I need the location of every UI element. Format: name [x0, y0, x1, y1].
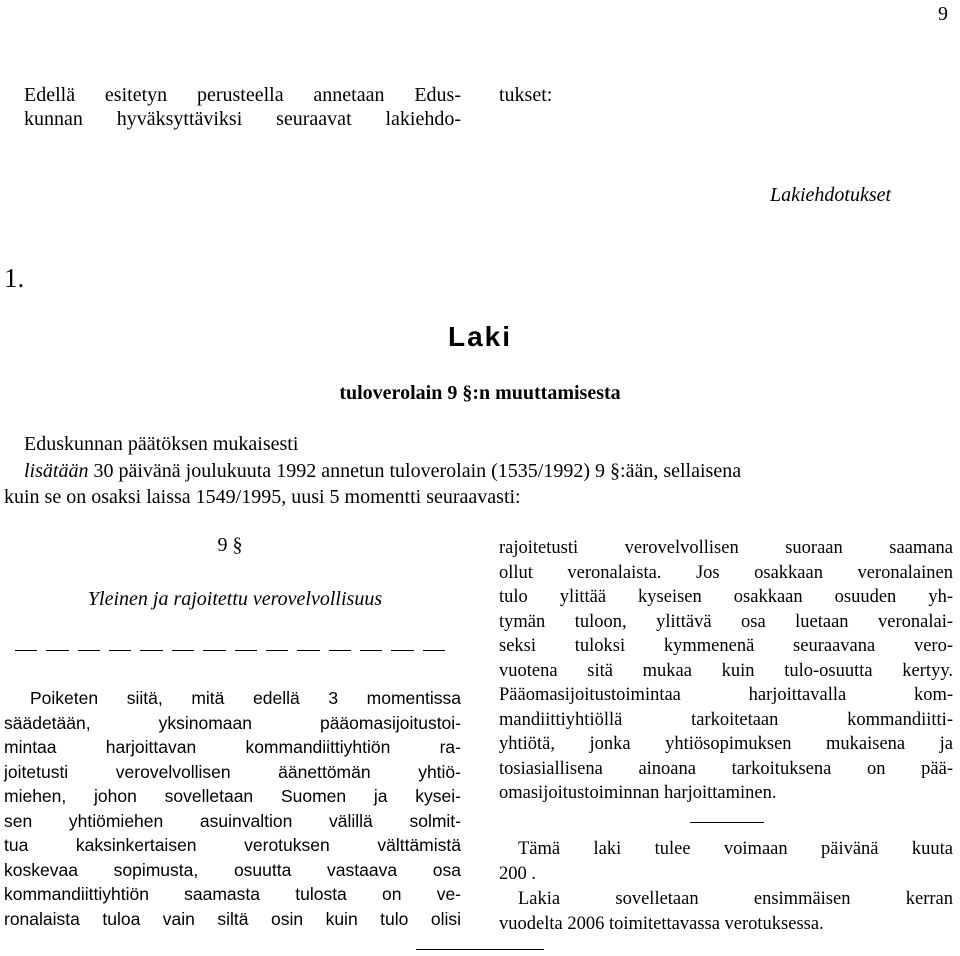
body-line: miehen, johon sovelletaan Suomen ja kysei- — [4, 786, 461, 806]
document-end-rule — [416, 949, 544, 950]
amendment-verb: lisätään — [24, 460, 89, 482]
dash — [46, 650, 68, 651]
dash — [360, 650, 382, 651]
dash — [140, 650, 162, 651]
body-line: koskevaa sopimusta, osuutta vastaava osa — [4, 859, 461, 880]
body-line: Pääomasijoitustoimintaa harjoittavalla kom- — [499, 685, 953, 705]
entry-into-force-line-1 — [518, 837, 953, 861]
dash — [172, 650, 194, 651]
body-line: tosiasiallisena ainoana tarkoituksena on pää- — [499, 758, 953, 779]
body-line: mintaa harjoittavan kommandiittiyhtiön ra- — [4, 737, 461, 757]
law-title: Laki — [447, 321, 513, 352]
amendment-text: 30 päivänä joulukuuta 1992 annetun tuloverolain (1535/1992) 9 §:ään, sellaisena — [88, 460, 742, 482]
entry-text: Tämä laki tulee voimaan päivänä kuuta — [518, 839, 953, 859]
body-line: Poiketen siitä, mitä edellä 3 momentissa — [30, 688, 461, 708]
body-line: mandiittiyhtiöllä tarkoitetaan kommandiitti- — [499, 709, 953, 730]
body-line: yhtiötä, jonka yhtiösopimuksen mukaisena ja — [499, 734, 953, 754]
right-body-column — [499, 536, 953, 806]
dash — [266, 650, 288, 651]
body-line: tymän tuloon, ylittävä osa luetaan veronalai- — [499, 611, 953, 632]
entry-into-force-line-2: 200 . — [499, 864, 536, 884]
body-line: kommandiittiyhtiön saamasta tulosta on ve- — [4, 884, 461, 904]
body-line: rajoitetusti verovelvollisen suoraan saamana — [499, 538, 953, 558]
body-line: tulo ylittää kyseisen osakkaan osuuden yh- — [499, 587, 953, 607]
application-line-1 — [518, 887, 953, 911]
body-line: säädetään, yksinomaan pääomasijoitustoi- — [4, 712, 461, 733]
omitted-text-dashes — [15, 650, 445, 651]
body-line: joitetusti verovelvollisen äänettömän yhtiö- — [4, 761, 461, 782]
intro-line-2: kunnan hyväksyttäviksi seuraavat lakiehdo- — [24, 108, 461, 130]
section-heading: Yleinen ja rajoitettu verovelvollisuus — [87, 588, 383, 610]
section-label: Lakiehdotukset — [770, 184, 892, 206]
application-text: Lakia sovelletaan ensimmäisen kerran — [518, 889, 953, 909]
body-line: seksi tuloksi kymmenenä seuraavana vero- — [499, 636, 953, 656]
application-line-2: vuodelta 2006 toimitettavassa verotuksessa. — [499, 914, 824, 934]
amendment-line-2: kuin se on osaksi laissa 1549/1995, uusi 5 momentti seuraavasti: — [4, 486, 521, 508]
body-line: tua kaksinkertaisen verotuksen välttämistä — [4, 835, 461, 855]
page-number: 9 — [938, 3, 948, 25]
dash — [297, 650, 319, 651]
dash — [235, 650, 257, 651]
dash — [78, 650, 100, 651]
intro-line-1: Edellä esitetyn perusteella annetaan Edus- — [24, 84, 461, 106]
intro-continuation: tukset: — [499, 84, 553, 106]
section-number: 9 § — [217, 534, 243, 556]
body-line: vuotena sitä mukaa kuin tulo-osuutta kertyy. — [499, 660, 953, 681]
dash — [109, 650, 131, 651]
left-body-column — [4, 686, 461, 931]
dash — [203, 650, 225, 651]
intro-left-column — [24, 83, 461, 131]
amendment-line-1 — [24, 459, 952, 483]
body-line: omasijoitustoiminnan harjoittaminen. — [499, 783, 777, 803]
dash — [329, 650, 351, 651]
proposal-number: 1. — [4, 263, 25, 293]
dash — [391, 650, 413, 651]
body-line: ollut veronalaista. Jos osakkaan veronalainen — [499, 562, 953, 583]
body-line: sen yhtiömiehen asuinvaltion välillä solmit- — [4, 810, 461, 831]
dash — [15, 650, 37, 651]
section-end-rule — [690, 822, 764, 823]
law-subtitle: tuloverolain 9 §:n muuttamisesta — [339, 382, 621, 404]
body-line: ronalaista tuloa vain siltä osin kuin tulo olisi — [4, 908, 461, 929]
dash — [423, 650, 445, 651]
enacting-clause: Eduskunnan päätöksen mukaisesti — [24, 433, 299, 455]
